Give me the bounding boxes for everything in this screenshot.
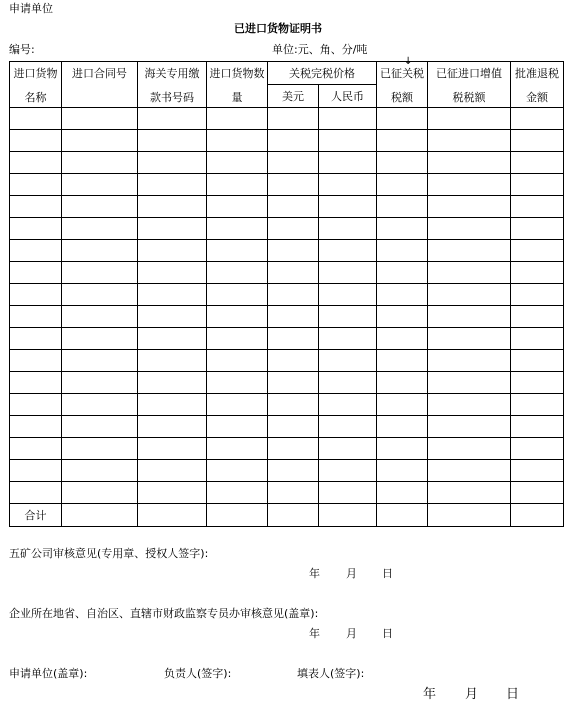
table-cell	[377, 152, 428, 174]
table-cell	[319, 350, 377, 372]
table-cell	[207, 328, 268, 350]
table-cell	[138, 130, 207, 152]
unit-label: 单位:元、角、分/吨	[272, 43, 368, 56]
header-refund: 批准退税 金额	[511, 62, 564, 108]
table-row	[10, 262, 564, 284]
table-row	[10, 240, 564, 262]
table-row	[10, 130, 564, 152]
table-cell	[377, 416, 428, 438]
date-day-3: 日	[506, 687, 520, 702]
table-cell	[511, 328, 564, 350]
table-cell	[428, 482, 511, 504]
table-cell	[511, 174, 564, 196]
table-row	[10, 152, 564, 174]
table-row	[10, 306, 564, 328]
table-cell	[268, 240, 319, 262]
table-cell	[207, 394, 268, 416]
table-cell	[511, 482, 564, 504]
total-cell	[268, 504, 319, 527]
table-cell	[511, 438, 564, 460]
table-cell	[319, 108, 377, 130]
date-day-1: 日	[382, 567, 393, 580]
table-row	[10, 482, 564, 504]
table-cell	[377, 262, 428, 284]
table-cell	[268, 130, 319, 152]
table-cell	[62, 262, 138, 284]
table-cell	[62, 174, 138, 196]
table-cell	[511, 372, 564, 394]
table-cell	[377, 482, 428, 504]
table-cell	[428, 108, 511, 130]
table-cell	[511, 394, 564, 416]
table-cell	[10, 328, 62, 350]
table-cell	[207, 108, 268, 130]
table-cell	[62, 460, 138, 482]
table-cell	[428, 130, 511, 152]
header-tariff: 已征关税 税额	[377, 62, 428, 108]
table-cell	[207, 130, 268, 152]
table-cell	[10, 196, 62, 218]
table-cell	[138, 416, 207, 438]
table-cell	[138, 438, 207, 460]
total-cell	[319, 504, 377, 527]
table-cell	[377, 174, 428, 196]
total-cell	[511, 504, 564, 527]
table-cell	[10, 460, 62, 482]
table-cell	[319, 196, 377, 218]
table-cell	[428, 240, 511, 262]
table-cell	[10, 240, 62, 262]
table-row	[10, 284, 564, 306]
table-cell	[138, 328, 207, 350]
goods-table	[9, 61, 564, 527]
table-cell	[511, 108, 564, 130]
table-cell	[207, 240, 268, 262]
table-cell	[511, 284, 564, 306]
date-month-3: 月	[465, 687, 479, 702]
date-month-2: 月	[346, 627, 357, 640]
table-cell	[10, 108, 62, 130]
date-year-3: 年	[423, 687, 437, 702]
table-cell	[138, 262, 207, 284]
table-cell	[377, 460, 428, 482]
table-cell	[207, 262, 268, 284]
table-cell	[319, 372, 377, 394]
table-row	[10, 460, 564, 482]
table-row	[10, 196, 564, 218]
table-cell	[268, 372, 319, 394]
sign-responsible-label: 负责人(签字):	[164, 667, 232, 680]
table-cell	[138, 284, 207, 306]
table-cell	[268, 306, 319, 328]
table-cell	[377, 284, 428, 306]
table-cell	[319, 218, 377, 240]
table-cell	[10, 262, 62, 284]
table-cell	[207, 218, 268, 240]
table-cell	[207, 416, 268, 438]
table-cell	[10, 284, 62, 306]
table-cell	[377, 350, 428, 372]
table-cell	[10, 416, 62, 438]
table-cell	[319, 284, 377, 306]
table-cell	[10, 394, 62, 416]
table-cell	[10, 482, 62, 504]
header-contract-no: 进口合同号	[62, 62, 138, 108]
table-cell	[511, 306, 564, 328]
table-cell	[10, 152, 62, 174]
serial-number-label: 编号:	[9, 43, 35, 56]
table-cell	[511, 218, 564, 240]
header-price-group: 关税完税价格	[268, 62, 377, 85]
table-cell	[138, 460, 207, 482]
table-cell	[10, 372, 62, 394]
table-row	[10, 108, 564, 130]
table-cell	[207, 306, 268, 328]
table-cell	[207, 284, 268, 306]
table-cell	[62, 394, 138, 416]
table-cell	[377, 240, 428, 262]
table-cell	[319, 328, 377, 350]
table-cell	[377, 306, 428, 328]
table-cell	[319, 306, 377, 328]
table-cell	[138, 196, 207, 218]
table-cell	[62, 152, 138, 174]
header-rmb: 人民币	[319, 85, 377, 108]
sign-applicant-label: 申请单位(盖章):	[9, 667, 88, 680]
total-cell	[207, 504, 268, 527]
table-cell	[62, 438, 138, 460]
table-cell	[207, 482, 268, 504]
table-cell	[138, 372, 207, 394]
table-cell	[62, 328, 138, 350]
table-cell	[511, 262, 564, 284]
table-row	[10, 416, 564, 438]
table-cell	[428, 262, 511, 284]
table-cell	[428, 306, 511, 328]
table-cell	[268, 328, 319, 350]
table-cell	[138, 108, 207, 130]
table-cell	[207, 152, 268, 174]
table-cell	[268, 108, 319, 130]
table-cell	[138, 152, 207, 174]
table-cell	[428, 416, 511, 438]
table-row	[10, 174, 564, 196]
table-cell	[377, 130, 428, 152]
table-cell	[138, 174, 207, 196]
document-title: 已进口货物证明书	[234, 22, 322, 35]
table-cell	[62, 482, 138, 504]
table-cell	[207, 372, 268, 394]
applicant-unit-label: 申请单位	[9, 2, 53, 15]
total-cell	[138, 504, 207, 527]
table-cell	[268, 460, 319, 482]
date-year-2: 年	[309, 627, 320, 640]
table-cell	[428, 152, 511, 174]
sign-filler-label: 填表人(签字):	[297, 667, 365, 680]
table-cell	[319, 262, 377, 284]
table-cell	[138, 350, 207, 372]
table-cell	[428, 438, 511, 460]
table-cell	[377, 218, 428, 240]
table-cell	[511, 240, 564, 262]
table-cell	[62, 218, 138, 240]
table-cell	[319, 130, 377, 152]
table-cell	[268, 218, 319, 240]
table-cell	[62, 416, 138, 438]
table-cell	[207, 460, 268, 482]
table-cell	[268, 482, 319, 504]
table-cell	[268, 416, 319, 438]
table-cell	[428, 350, 511, 372]
total-label: 合计	[10, 504, 62, 527]
table-row	[10, 394, 564, 416]
table-cell	[10, 438, 62, 460]
table-cell	[428, 328, 511, 350]
total-cell	[377, 504, 428, 527]
table-cell	[62, 372, 138, 394]
table-cell	[10, 174, 62, 196]
table-cell	[62, 350, 138, 372]
table-cell	[428, 196, 511, 218]
total-cell	[428, 504, 511, 527]
table-cell	[377, 372, 428, 394]
header-usd: 美元	[268, 85, 319, 108]
table-cell	[10, 350, 62, 372]
header-goods-name: 进口货物 名称	[10, 62, 62, 108]
table-cell	[138, 394, 207, 416]
table-cell	[319, 174, 377, 196]
table-cell	[62, 240, 138, 262]
review-minmetals-label: 五矿公司审核意见(专用章、授权人签字):	[9, 547, 209, 560]
cursor-mark-icon: ↓	[404, 56, 413, 67]
table-cell	[511, 416, 564, 438]
table-cell	[428, 372, 511, 394]
table-cell	[268, 262, 319, 284]
table-cell	[428, 174, 511, 196]
table-cell	[511, 130, 564, 152]
table-cell	[319, 438, 377, 460]
table-cell	[319, 482, 377, 504]
date-year-1: 年	[309, 567, 320, 580]
table-cell	[138, 218, 207, 240]
header-vat: 已征进口增值 税税额	[428, 62, 511, 108]
table-cell	[10, 306, 62, 328]
table-cell	[268, 284, 319, 306]
table-cell	[319, 240, 377, 262]
table-cell	[268, 394, 319, 416]
table-cell	[268, 350, 319, 372]
table-cell	[428, 460, 511, 482]
header-quantity: 进口货物数 量	[207, 62, 268, 108]
table-cell	[207, 350, 268, 372]
table-cell	[138, 482, 207, 504]
table-cell	[511, 152, 564, 174]
date-month-1: 月	[346, 567, 357, 580]
date-day-2: 日	[382, 627, 393, 640]
table-cell	[319, 416, 377, 438]
table-cell	[319, 152, 377, 174]
table-cell	[377, 196, 428, 218]
table-cell	[138, 240, 207, 262]
table-cell	[319, 460, 377, 482]
table-cell	[377, 328, 428, 350]
table-cell	[138, 306, 207, 328]
table-cell	[62, 130, 138, 152]
table-cell	[62, 284, 138, 306]
header-customs-no: 海关专用缴 款书号码	[138, 62, 207, 108]
table-row	[10, 438, 564, 460]
table-row	[10, 328, 564, 350]
table-cell	[511, 196, 564, 218]
table-row	[10, 218, 564, 240]
table-cell	[377, 438, 428, 460]
table-cell	[511, 460, 564, 482]
table-cell	[377, 108, 428, 130]
total-cell	[62, 504, 138, 527]
table-cell	[428, 218, 511, 240]
table-cell	[62, 108, 138, 130]
table-cell	[62, 196, 138, 218]
review-finance-label: 企业所在地省、自治区、直辖市财政监察专员办审核意见(盖章):	[9, 607, 319, 620]
table-cell	[10, 130, 62, 152]
table-cell	[10, 218, 62, 240]
table-cell	[207, 174, 268, 196]
table-cell	[62, 306, 138, 328]
table-cell	[268, 174, 319, 196]
table-cell	[207, 438, 268, 460]
table-cell	[511, 350, 564, 372]
table-cell	[268, 438, 319, 460]
table-row	[10, 350, 564, 372]
table-cell	[207, 196, 268, 218]
table-cell	[377, 394, 428, 416]
table-cell	[428, 284, 511, 306]
table-cell	[428, 394, 511, 416]
table-row	[10, 372, 564, 394]
table-cell	[268, 152, 319, 174]
table-cell	[319, 394, 377, 416]
table-cell	[268, 196, 319, 218]
